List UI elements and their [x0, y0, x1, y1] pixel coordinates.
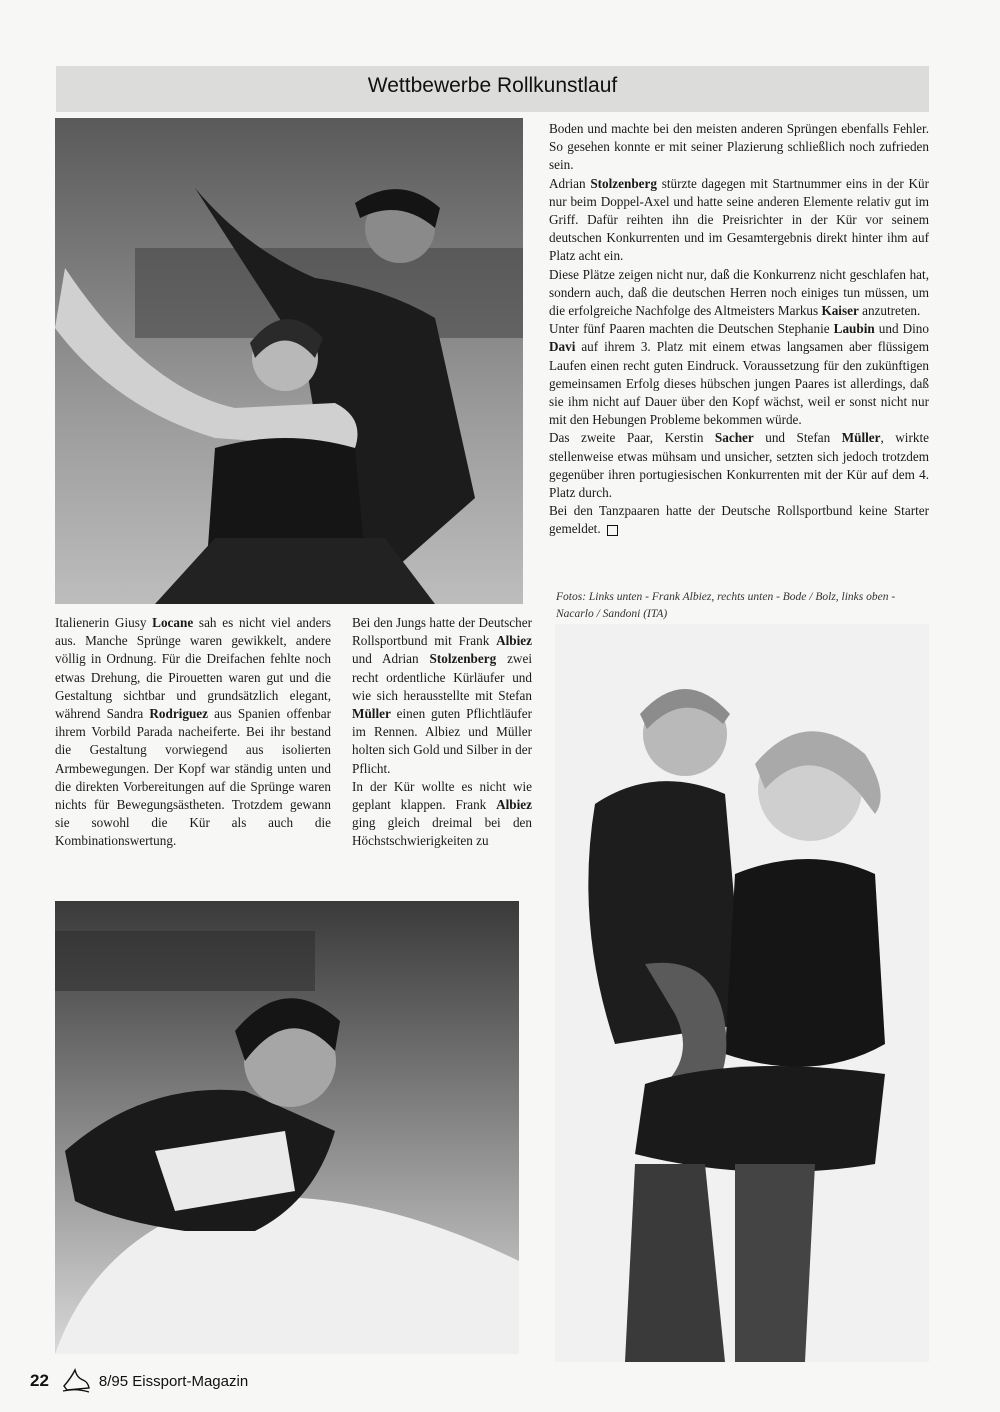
paragraph: [549, 429, 929, 502]
text-column-1: [55, 614, 331, 851]
paragraph: [549, 175, 929, 266]
bold-name: Albiez: [496, 633, 532, 649]
square-end-mark-icon: [607, 525, 618, 536]
text-run: ging gleich dreimal bei den Höchstschwierigkeiten zu: [352, 815, 532, 849]
text-run: und Stefan: [753, 430, 842, 446]
text-run: Unter fünf Paaren machten die Deutschen Stephanie: [549, 321, 834, 337]
bold-name: Sacher: [714, 430, 754, 446]
text-column-3: [549, 120, 929, 539]
text-run: Diese Plätze zeigen nicht nur, daß die Konkurrenz nicht geschlafen hat, sondern auch, daß die deutschen Herren noch einiges tun müssen, um die erfolgreiche Nachfolge des Altmeisters Markus: [549, 266, 929, 319]
paragraph: [549, 120, 929, 175]
text-run: Bei den Tanzpaaren hatte der Deutsche Rollsportbund keine Starter gemeldet.: [549, 503, 929, 537]
text-run: Italienerin Giusy: [55, 615, 153, 630]
page-title: Wettbewerbe Rollkunstlauf: [367, 74, 618, 97]
bold-name: Stolzenberg: [429, 651, 497, 667]
text-run: auf ihrem 3. Platz mit einem etwas langsamen aber flüssigem Laufen einen recht guten Eindruck. Voraussetzung für den zukünftigen gemeinsamen Erfolg dieses hübschen jungen Paares ist allerdings, daß sie ihm nicht auf Dauer über den Kopf wächst, weil er sonst nicht nur mit den Hebungen Probleme bekommen würde.: [549, 339, 929, 428]
paragraph: [549, 320, 929, 429]
header-band: [56, 66, 929, 112]
text-run: In der Kür wollte es nicht wie geplant klappen. Frank: [352, 778, 532, 813]
paragraph: [352, 778, 532, 851]
text-run: sah es nicht viel anders aus. Manche Sprünge waren gewikkelt, andere völlig in Ordnung. Für die Dreifachen fehlte noch etwas Drehung, die Pirouetten waren gut und die Gestaltung sichtbar und grundsätzlich elegant, während Sandra: [55, 615, 331, 722]
text-run: Adrian: [549, 175, 591, 191]
paragraph: [55, 614, 331, 851]
paragraph: [549, 266, 929, 321]
bold-name: Albiez: [496, 797, 532, 813]
text-run: und Adrian: [352, 651, 430, 667]
photo-male-skater-bottom: [55, 901, 519, 1354]
text-run: Bei den Jungs hatte der Deutscher Rollsportbund mit Frank: [352, 615, 532, 649]
bold-name: Locane: [152, 615, 194, 630]
bold-name: Kaiser: [821, 303, 859, 319]
paragraph: [549, 502, 929, 538]
page-number: 22: [30, 1371, 49, 1390]
bold-name: Laubin: [833, 321, 875, 337]
photo-dance-pair-bottom: [555, 624, 929, 1362]
bird-logo-icon: [61, 1368, 91, 1394]
bold-name: Stolzenberg: [590, 175, 657, 191]
text-run: Boden und machte bei den meisten anderen Sprüngen ebenfalls Fehler. So gesehen konnte er mit seiner Plazierung schließlich noch zufrieden sein.: [549, 121, 929, 173]
bold-name: Davi: [549, 339, 576, 355]
text-run: zwei recht ordentliche Kürläufer und wie sich herausstellte mit Stefan: [352, 651, 532, 703]
text-run: , wirkte stellenweise etwas mühsam und unsicher, setzten sich jedoch trotzdem gegenüber ihren portugiesischen Konkurrenten mit der Kür auf dem 4. Platz durch.: [549, 430, 929, 501]
text-run: und Dino: [874, 321, 929, 337]
bold-name: Müller: [841, 430, 881, 446]
text-run: einen guten Pflichtläufer im Rennen. Albiez und Müller holten sich Gold und Silber in der Pflicht.: [352, 706, 532, 776]
photo-credit: Fotos: Links unten - Frank Albiez, rechts unten - Bode / Bolz, links oben - Nacarlo / Sandoni (ITA): [556, 591, 896, 620]
text-column-2: [352, 614, 532, 851]
text-run: Das zweite Paar, Kerstin: [549, 430, 715, 446]
text-run: anzutreten.: [858, 303, 921, 319]
text-run: stürzte dagegen mit Startnummer eins in der Kür nur beim Doppel-Axel und hatte seine anderen Elemente relativ gut im Griff. Dafür reihten ihn die Preisrichter in der Kür vor seinem deutschen Konkurrenten und im Gesamtergebnis direkt hinter ihm auf Platz acht ein.: [549, 175, 929, 264]
bold-name: Rodriguez: [149, 706, 208, 722]
paragraph: [352, 614, 532, 778]
issue-label: 8/95 Eissport-Magazin: [98, 1372, 249, 1390]
page-footer: [30, 1368, 248, 1394]
photo-pair-skaters-top: [55, 118, 523, 604]
bold-name: Müller: [352, 706, 391, 722]
text-run: aus Spanien offenbar ihrem Vorbild Parada nacheiferte. Bei ihr bestand die Gestaltung vorwiegend aus isolierten Armbewegungen. Der Kopf war ständig unten und die direkten Vorbereitungen auf die Sprünge waren nichts für Bewegungsästheten. Trotzdem gewann sie sowohl die Kür als auch die Kombinationswertung.: [55, 706, 331, 849]
